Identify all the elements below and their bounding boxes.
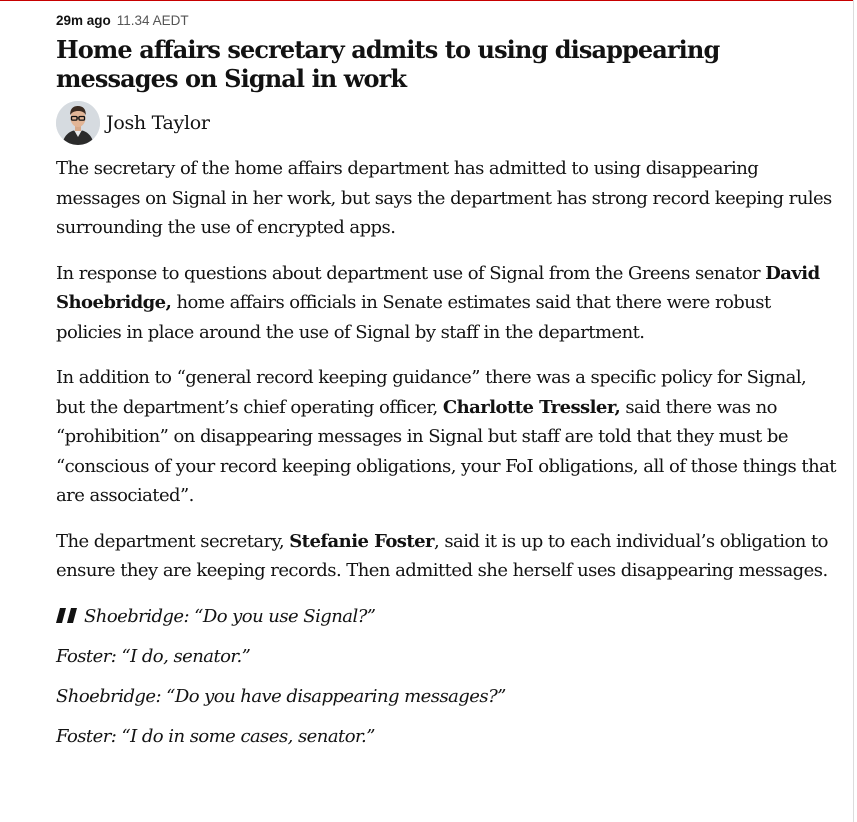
post-timestamp[interactable] <box>56 12 836 30</box>
bold-name: Charlotte Tressler, <box>442 396 621 418</box>
post-body <box>56 154 836 586</box>
liveblog-post <box>56 12 836 762</box>
byline <box>56 100 836 146</box>
author-photo-icon <box>56 101 100 145</box>
bold-name: Stefanie Foster <box>289 530 434 552</box>
paragraph-text: said there was no “prohibition” on disappearing messages in Signal but staff are told that they must be “conscious of your record keeping obligations, your FoI obligations, all of those things that are associated”. <box>56 396 836 506</box>
paragraph-text: In response to questions about department use of Signal from the Greens senator <box>56 262 766 284</box>
quote-line-text: Foster: “I do, senator.” <box>56 645 251 667</box>
body-paragraph <box>56 527 836 586</box>
quote-line-text: Shoebridge: “Do you have disappearing messages?” <box>56 685 506 707</box>
blockquote <box>56 602 836 752</box>
quote-mark-icon <box>56 603 78 633</box>
body-paragraph <box>56 154 836 243</box>
body-paragraph <box>56 363 836 511</box>
top-accent-rule <box>0 0 853 1</box>
paragraph-text: In addition to “general record keeping guidance” there was a specific policy for Signal, but the department’s chief operating officer, <box>56 367 807 418</box>
right-border-rule <box>853 0 854 822</box>
paragraph-text: The department secretary, <box>56 530 290 552</box>
quote-line <box>56 642 836 672</box>
author-avatar <box>56 101 100 145</box>
quote-line-text: Foster: “I do in some cases, senator.” <box>56 725 375 747</box>
quote-line-text: Shoebridge: “Do you use Signal?” <box>84 605 376 627</box>
quote-line <box>56 682 836 712</box>
timestamp-absolute: 11.34 AEDT <box>116 13 189 28</box>
quote-line <box>56 602 836 632</box>
paragraph-text: home affairs officials in Senate estimates said that there were robust policies in place around the use of Signal by staff in the department. <box>56 292 771 343</box>
paragraph-text: The secretary of the home affairs department has admitted to using disappearing messages on Signal in her work, but says the department has strong record keeping rules surrounding the use of encrypted apps. <box>56 158 832 238</box>
author-name[interactable]: Josh Taylor <box>106 112 210 134</box>
timestamp-relative: 29m ago <box>56 13 111 28</box>
post-headline: Home affairs secretary admits to using disappearing messages on Signal in work <box>56 35 720 93</box>
quote-line <box>56 722 836 752</box>
body-paragraph <box>56 259 836 348</box>
bold-name: David Shoebridge, <box>56 262 820 313</box>
paragraph-text: , said it is up to each individual’s obligation to ensure they are keeping records. Then admitted she herself uses disappearing messages. <box>56 530 828 581</box>
